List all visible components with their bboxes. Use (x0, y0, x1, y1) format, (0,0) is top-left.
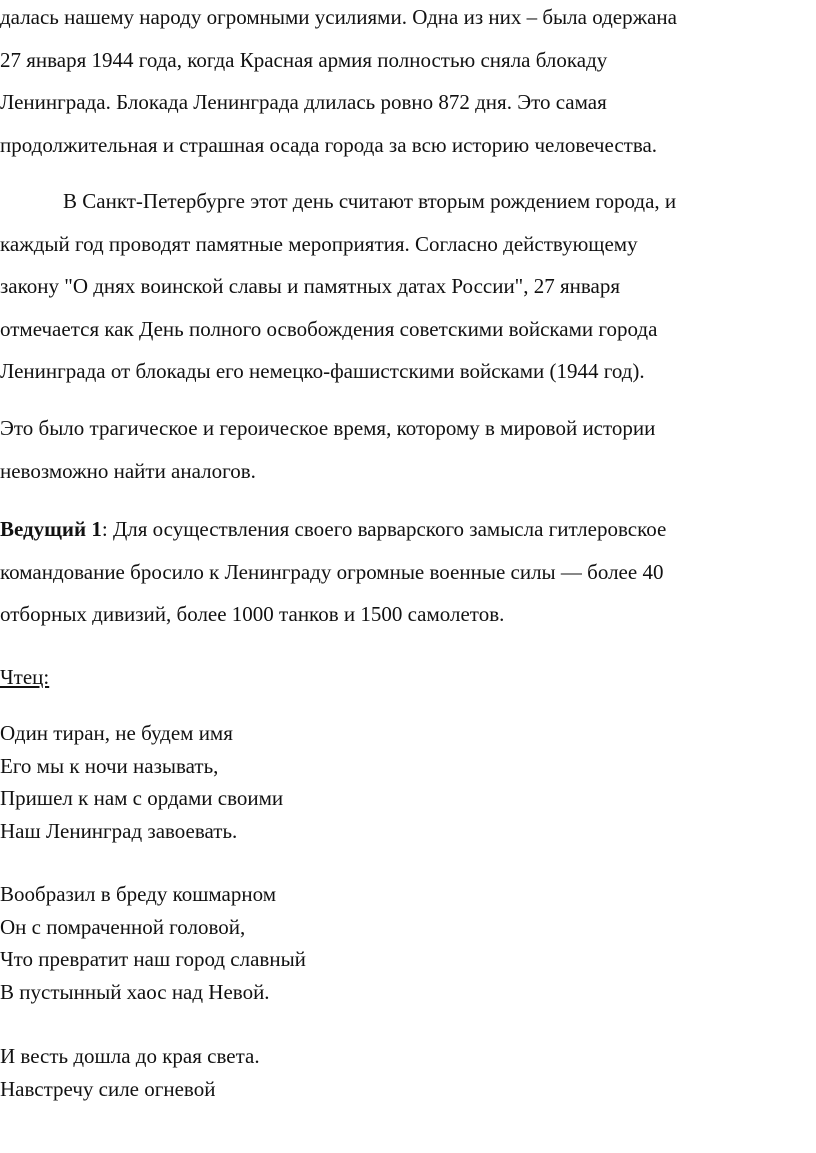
text-line: Ленинграда от блокады его немецко-фашистскими войсками (1944 год). (0, 359, 645, 383)
speaker-label: Ведущий 1 (0, 517, 102, 541)
poem-line: Пришел к нам с ордами своими (0, 786, 284, 810)
reader-label: Чтец: (0, 665, 50, 689)
poem-line: В пустынный хаос над Невой. (0, 979, 270, 1004)
paragraph-saint-petersburg (0, 180, 805, 393)
reader-heading (0, 656, 805, 699)
text-line: В Санкт-Петербурге этот день считают вторым рождением города, и (63, 189, 677, 213)
poem-stanza-1 (0, 717, 283, 847)
poem-line: Вообразил в бреду кошмарном (0, 882, 277, 906)
poem-line: Что превратит наш город славный (0, 947, 306, 971)
paragraph-host-1 (0, 508, 805, 636)
text-line: отборных дивизий, более 1000 танков и 1500 самолетов. (0, 602, 505, 626)
text-line: продолжительная и страшная осада города за всю историю человечества. (0, 132, 658, 157)
text-line: командование бросило к Ленинграду огромные военные силы — более 40 (0, 559, 664, 584)
poem-stanza-3 (0, 1040, 260, 1105)
text-line: 27 января 1944 года, когда Красная армия полностью сняла блокаду (0, 47, 608, 72)
poem-line: Навстречу силе огневой (0, 1076, 216, 1101)
text-line (0, 508, 805, 551)
text-line: Это было трагическое и героическое время, которому в мировой истории (0, 416, 656, 440)
paragraph-blockade-intro (0, 0, 805, 166)
poem-line: Наш Ленинград завоевать. (0, 818, 238, 843)
poem-line: Его мы к ночи называть, (0, 753, 219, 778)
poem-line: И весть дошла до края света. (0, 1044, 260, 1068)
text-line: закону "О днях воинской славы и памятных датах России", 27 января (0, 274, 621, 298)
poem-line: Один тиран, не будем имя (0, 721, 233, 745)
text-line: каждый год проводят памятные мероприятия. Согласно действующему (0, 231, 638, 256)
text-line: далась нашему народу огромными усилиями. Одна из них – была одержана (0, 5, 677, 29)
poem-line: Он с помраченной головой, (0, 914, 246, 939)
paragraph-tragic-time (0, 407, 805, 492)
speaker-text: : Для осуществления своего варварского замысла гитлеровское (101, 517, 667, 541)
text-line: невозможно найти аналогов. (0, 458, 256, 483)
text-line: отмечается как День полного освобождения советскими войсками города (0, 316, 658, 341)
text-line: Ленинграда. Блокада Ленинграда длилась ровно 872 дня. Это самая (0, 90, 607, 114)
poem-stanza-2 (0, 878, 306, 1008)
